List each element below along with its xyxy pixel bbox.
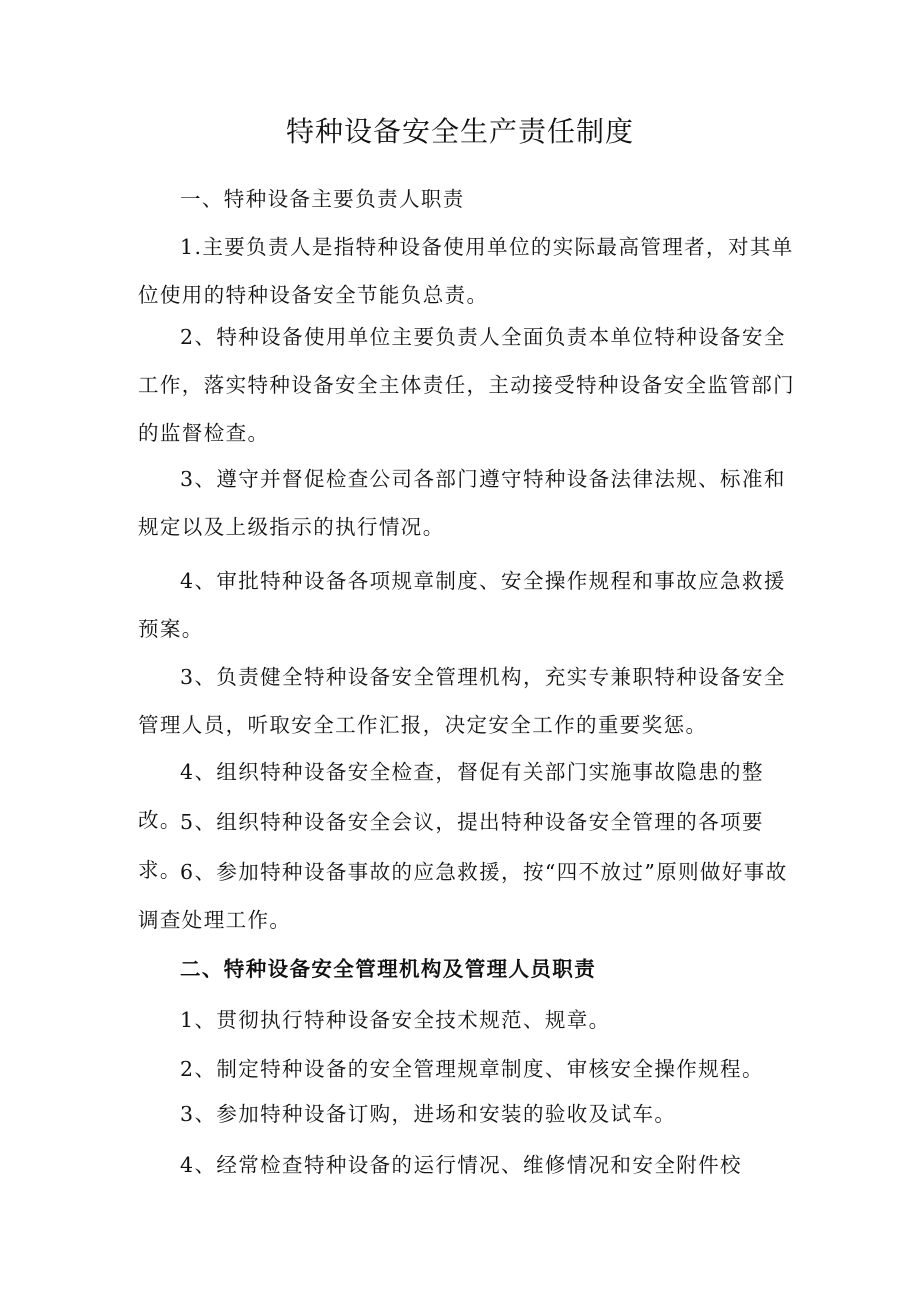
section1-item-4: 4、审批特种设备各项规章制度、安全操作规程和事故应急救援预案。 xyxy=(138,569,786,641)
document-title: 特种设备安全生产责任制度 xyxy=(285,115,634,148)
section1-item-5: 3、负责健全特种设备安全管理机构，充实专兼职特种设备安全管理人员，听取安全工作汇报，决定安全工作的重要奖惩。 xyxy=(138,665,786,737)
section2-item-1: 1、贯彻执行特种设备安全技术规范、规章。 xyxy=(180,1008,611,1032)
section1-heading: 一、特种设备主要负责人职责 xyxy=(180,187,465,211)
section1-item-2: 2、特种设备使用单位主要负责人全面负责本单位特种设备安全工作，落实特种设备安全主体责任，主动接受特种设备安全监管部门的监督检查。 xyxy=(138,325,795,445)
section1-item-3: 3、遵守并督促检查公司各部门遵守特种设备法律法规、标准和规定以及上级指示的执行情况。 xyxy=(138,467,786,539)
section1-item-1: 1.主要负责人是指特种设备使用单位的实际最高管理者，对其单位使用的特种设备安全节能负总责。 xyxy=(138,235,794,307)
section2-item-4: 4、经常检查特种设备的运行情况、维修情况和安全附件校 xyxy=(180,1153,742,1177)
section1-item-8: 6、参加特种设备事故的应急救援，按“四不放过”原则做好事故调查处理工作。 xyxy=(138,860,788,932)
section1-item-7: 5、组织特种设备安全会议，提出特种设备安全管理的各项要求。 xyxy=(138,810,764,882)
section1-item-6: 4、组织特种设备安全检查，督促有关部门实施事故隐患的整改。 xyxy=(138,760,764,832)
section2-item-3: 3、参加特种设备订购，进场和安装的验收及试车。 xyxy=(180,1102,677,1126)
section2-heading: 二、特种设备安全管理机构及管理人员职责 xyxy=(180,957,597,981)
section2-item-2: 2、制定特种设备的安全管理规章制度、审核安全操作规程。 xyxy=(180,1057,764,1081)
